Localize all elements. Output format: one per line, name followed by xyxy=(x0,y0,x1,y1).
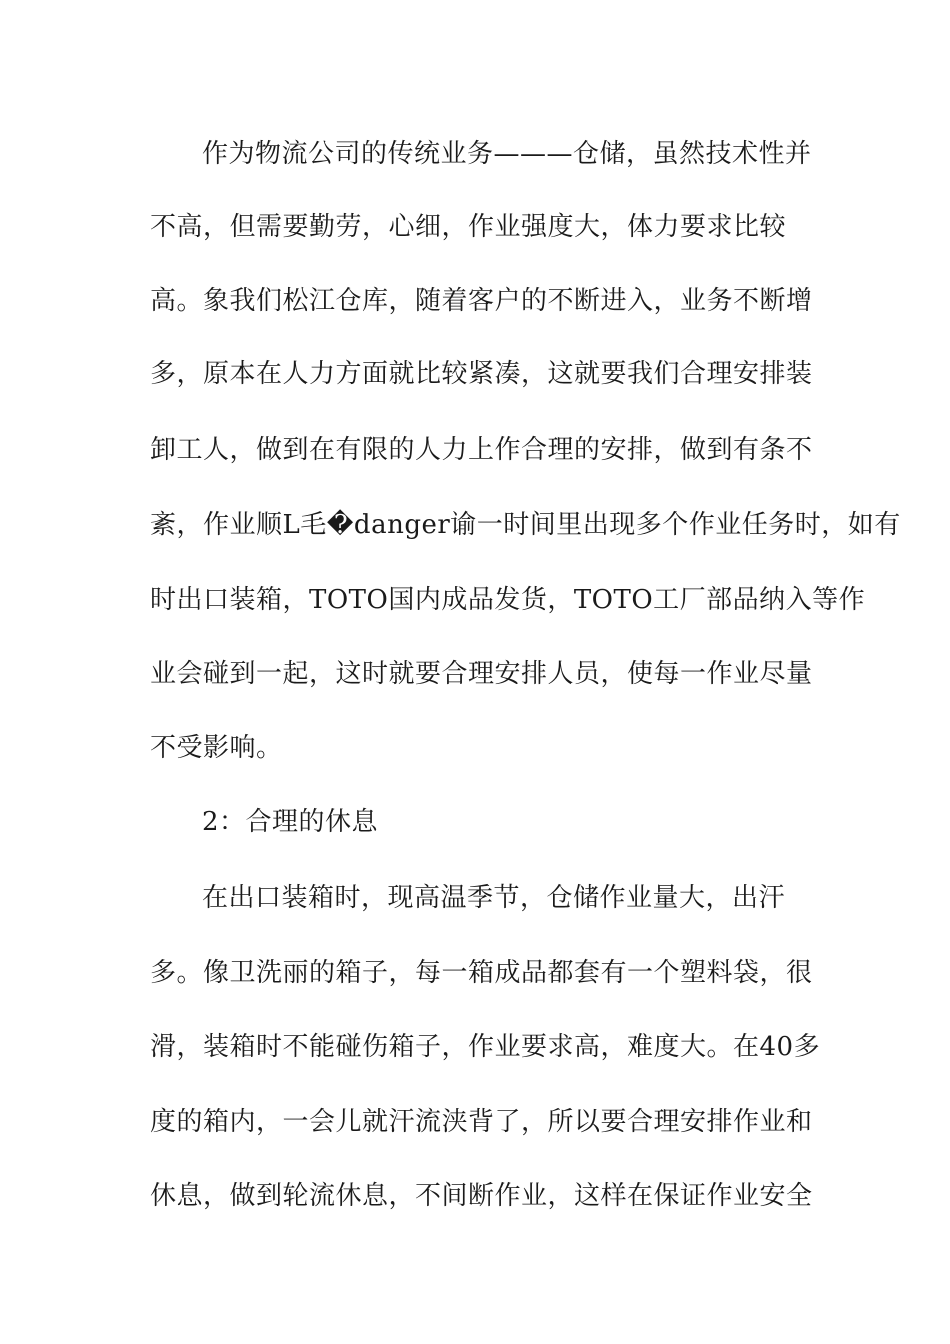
paragraph-line: 休息，做到轮流休息，不间断作业，这样在保证作业安全 xyxy=(150,1181,813,1211)
paragraph-line: 卸工人，做到在有限的人力上作合理的安排，做到有条不 xyxy=(150,435,813,465)
paragraph-line: 不受影响。 xyxy=(150,733,283,763)
paragraph-line: 多，原本在人力方面就比较紧凑，这就要我们合理安排装 xyxy=(150,359,813,389)
paragraph-line: 度的箱内，一会儿就汗流浃背了，所以要合理安排作业和 xyxy=(150,1107,813,1137)
paragraph-line: 高。象我们松江仓库，随着客户的不断进入，业务不断增 xyxy=(150,286,813,316)
paragraph-line: 时出口装箱，TOTO国内成品发货，TOTO工厂部品纳入等作 xyxy=(150,585,866,615)
section-heading: 2：合理的休息 xyxy=(202,807,379,837)
paragraph-line: 多。像卫洗丽的箱子，每一箱成品都套有一个塑料袋，很 xyxy=(150,958,813,988)
paragraph-line: 滑，装箱时不能碰伤箱子，作业要求高，难度大。在40多 xyxy=(150,1032,821,1062)
paragraph-line: 作为物流公司的传统业务———仓储，虽然技术性并 xyxy=(202,139,812,169)
paragraph-line: 业会碰到一起，这时就要合理安排人员，使每一作业尽量 xyxy=(150,659,813,689)
paragraph-line: 不高，但需要勤劳，心细，作业强度大，体力要求比较 xyxy=(150,212,787,242)
paragraph-line: 在出口装箱时，现高温季节，仓储作业量大，出汗 xyxy=(202,883,786,913)
paragraph-line: 紊，作业顺L毛�danger谕一时间里出现多个作业任务时，如有 xyxy=(150,510,901,540)
